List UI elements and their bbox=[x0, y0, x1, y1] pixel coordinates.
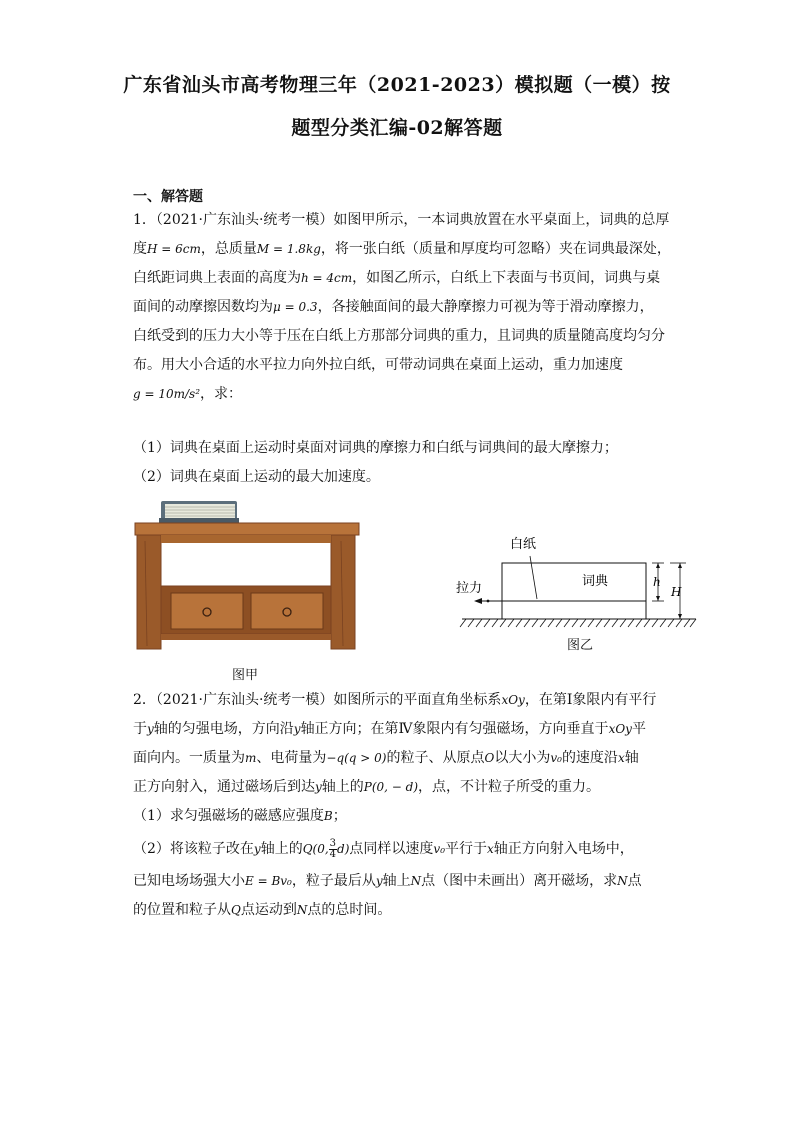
q1-line bbox=[133, 264, 663, 293]
doc-title-line2: 题型分类汇编-02解答题 bbox=[291, 117, 503, 139]
q2-line bbox=[133, 686, 663, 715]
q2-math: N bbox=[617, 874, 628, 888]
q1-text: 面间的动摩擦因数均为 bbox=[133, 299, 273, 315]
q1-text: ，如图乙所示，白纸上下表面与书页间，词典与桌 bbox=[352, 270, 661, 286]
q2-math: d) bbox=[337, 842, 350, 856]
q2-text: 2．（2021·广东汕头·统考一模）如图所示的平面直角坐标系 bbox=[133, 692, 502, 708]
q2-math: v₀ bbox=[550, 751, 562, 765]
table-leg-left bbox=[137, 535, 161, 649]
figure-yi-caption: 图乙 bbox=[567, 638, 594, 653]
q2-math: v₀ bbox=[433, 842, 446, 856]
q2-fraction bbox=[329, 839, 337, 860]
q2-math: x bbox=[487, 842, 494, 856]
q2-math: y bbox=[315, 780, 322, 794]
q2-text: 以大小为 bbox=[494, 750, 551, 766]
label-paper: 白纸 bbox=[510, 537, 537, 552]
q2-text: 的位置和粒子从 bbox=[133, 902, 231, 918]
pull-arrow-icon bbox=[474, 598, 482, 604]
q1-math-mass: M = 1.8kg bbox=[256, 242, 321, 256]
q2-line bbox=[133, 744, 663, 773]
q2-math: O bbox=[484, 751, 495, 765]
q2-math: P(0, − d) bbox=[363, 780, 419, 794]
question-1 bbox=[133, 206, 671, 409]
q1-line bbox=[133, 322, 663, 351]
q2-math: N bbox=[296, 903, 308, 917]
figure-jia-table bbox=[133, 496, 363, 652]
q2-text: ，点，不计粒子所受的重力。 bbox=[418, 779, 601, 795]
q1-math-thickness: H = 6cm bbox=[147, 242, 201, 256]
q2-math: y bbox=[147, 722, 154, 736]
question-2 bbox=[133, 686, 663, 925]
q2-math: y bbox=[375, 874, 383, 888]
q1-text: ，各接触面间的最大静摩擦力可视为等于滑动摩擦力， bbox=[317, 299, 654, 315]
q1-text: 白纸距词典上表面的高度为 bbox=[133, 270, 301, 286]
q1-line bbox=[133, 351, 663, 380]
q2-line bbox=[133, 896, 663, 925]
label-H: H bbox=[671, 585, 682, 599]
q2-math: xOy bbox=[608, 722, 632, 736]
q1-text: ，总质量 bbox=[200, 241, 257, 257]
q1-line bbox=[133, 380, 663, 409]
q2-text: 于 bbox=[133, 721, 147, 737]
q1-text: ，将一张白纸（质量和厚度均可忽略）夹在词典最深处， bbox=[320, 241, 671, 257]
q2-text: ，在第Ⅰ象限内有平行 bbox=[524, 692, 657, 708]
q2-line bbox=[133, 773, 663, 802]
q1-text: 白纸受到的压力大小等于压在白纸上方那部分词典的重力，且词典的质量随高度均匀分 bbox=[133, 328, 665, 344]
q2-text: 点运动到 bbox=[240, 902, 297, 918]
q2-math: y bbox=[253, 842, 261, 856]
q2-text: 轴上的 bbox=[260, 841, 303, 857]
q2-text: 轴的匀强电场，方向沿 bbox=[153, 721, 294, 737]
q2-math: −q(q > 0) bbox=[326, 751, 387, 765]
q1-text: ，求： bbox=[200, 386, 243, 402]
q1-text: 度 bbox=[133, 241, 147, 257]
book-rectangle bbox=[502, 563, 646, 619]
q2-text: 、电荷量为 bbox=[256, 750, 327, 766]
q2-math: m bbox=[245, 751, 257, 765]
q1-text: 1．（2021·广东汕头·统考一模）如图甲所示，一本词典放置在水平桌面上，词典的总厚 bbox=[133, 212, 670, 228]
q2-text: 轴 bbox=[624, 750, 639, 766]
q2-text: 的粒子、从原点 bbox=[386, 750, 485, 766]
q2-math: y bbox=[293, 722, 301, 736]
q2-text: 轴上的 bbox=[321, 779, 364, 795]
q2-subpart-2 bbox=[133, 831, 663, 867]
q2-text: ，粒子最后从 bbox=[291, 873, 376, 889]
q2-text: 轴上 bbox=[382, 873, 411, 889]
doc-title-line1: 广东省汕头市高考物理三年（2021-2023）模拟题（一模）按 bbox=[123, 74, 671, 96]
q2-math: Q bbox=[231, 903, 241, 917]
q2-subpart-1 bbox=[133, 802, 663, 831]
q2-text: 轴正方向；在第Ⅳ象限内有匀强磁场，方向垂直于 bbox=[300, 721, 609, 737]
q2-line bbox=[133, 867, 663, 896]
q1-math-g: g = 10m/s² bbox=[133, 387, 201, 401]
section-heading: 一、解答题 bbox=[133, 189, 203, 205]
ground-hatching bbox=[460, 619, 696, 627]
q1-line bbox=[133, 206, 670, 235]
q2-text: （1）求匀强磁场的磁感应强度 bbox=[133, 808, 324, 824]
q2-line bbox=[133, 715, 663, 744]
q1-line bbox=[133, 235, 671, 264]
q2-text: ； bbox=[332, 808, 347, 824]
q2-math: B bbox=[323, 809, 333, 823]
q2-text: 的速度沿 bbox=[561, 750, 618, 766]
q2-math: N bbox=[410, 874, 422, 888]
q2-text: 点 bbox=[627, 873, 642, 889]
label-h: h bbox=[653, 575, 661, 589]
q1-line bbox=[133, 293, 663, 322]
q2-math: xOy bbox=[501, 693, 525, 707]
drawer-right bbox=[251, 593, 323, 629]
drawer-left bbox=[171, 593, 243, 629]
q2-text: 正方向射入，通过磁场后到达 bbox=[133, 779, 315, 795]
q1-text: 布。用大小合适的水平拉力向外拉白纸，可带动词典在桌面上运动，重力加速度 bbox=[133, 357, 623, 373]
label-force: 拉力 bbox=[456, 581, 483, 596]
q2-math: E = Bv₀ bbox=[245, 874, 292, 888]
q2-text: （2）将该粒子改在 bbox=[133, 841, 254, 857]
q2-text: 点（图中未画出）离开磁场，求 bbox=[421, 873, 618, 889]
q1-math-mu: μ = 0.3 bbox=[273, 300, 318, 314]
fraction-numerator: 3 bbox=[329, 837, 337, 849]
fraction-denominator: 4 bbox=[329, 848, 337, 860]
q2-text: 平行于 bbox=[445, 841, 488, 857]
q2-text: 点同样以速度 bbox=[349, 841, 434, 857]
figure-jia-caption: 图甲 bbox=[232, 668, 259, 683]
q1-subpart-1: （1）词典在桌面上运动时桌面对词典的摩擦力和白纸与词典间的最大摩擦力； bbox=[133, 440, 618, 456]
question-1-subparts bbox=[133, 434, 663, 492]
q2-text: 面向内。一质量为 bbox=[133, 750, 245, 766]
book-illustration bbox=[159, 501, 239, 523]
paper-leader-line bbox=[530, 556, 537, 599]
q2-text: 平 bbox=[631, 721, 646, 737]
figure-yi-schematic bbox=[450, 530, 700, 640]
label-book: 词典 bbox=[582, 574, 609, 589]
q2-math: Q(0, bbox=[302, 842, 329, 856]
table-top bbox=[135, 523, 359, 535]
q1-math-height: h = 4cm bbox=[301, 271, 353, 285]
q1-subpart-2: （2）词典在桌面上运动的最大加速度。 bbox=[133, 469, 380, 485]
q2-text: 已知电场场强大小 bbox=[133, 873, 245, 889]
q2-text: 轴正方向射入电场中， bbox=[493, 841, 634, 857]
q2-math: x bbox=[617, 751, 625, 765]
q2-text: 点的总时间。 bbox=[307, 902, 392, 918]
